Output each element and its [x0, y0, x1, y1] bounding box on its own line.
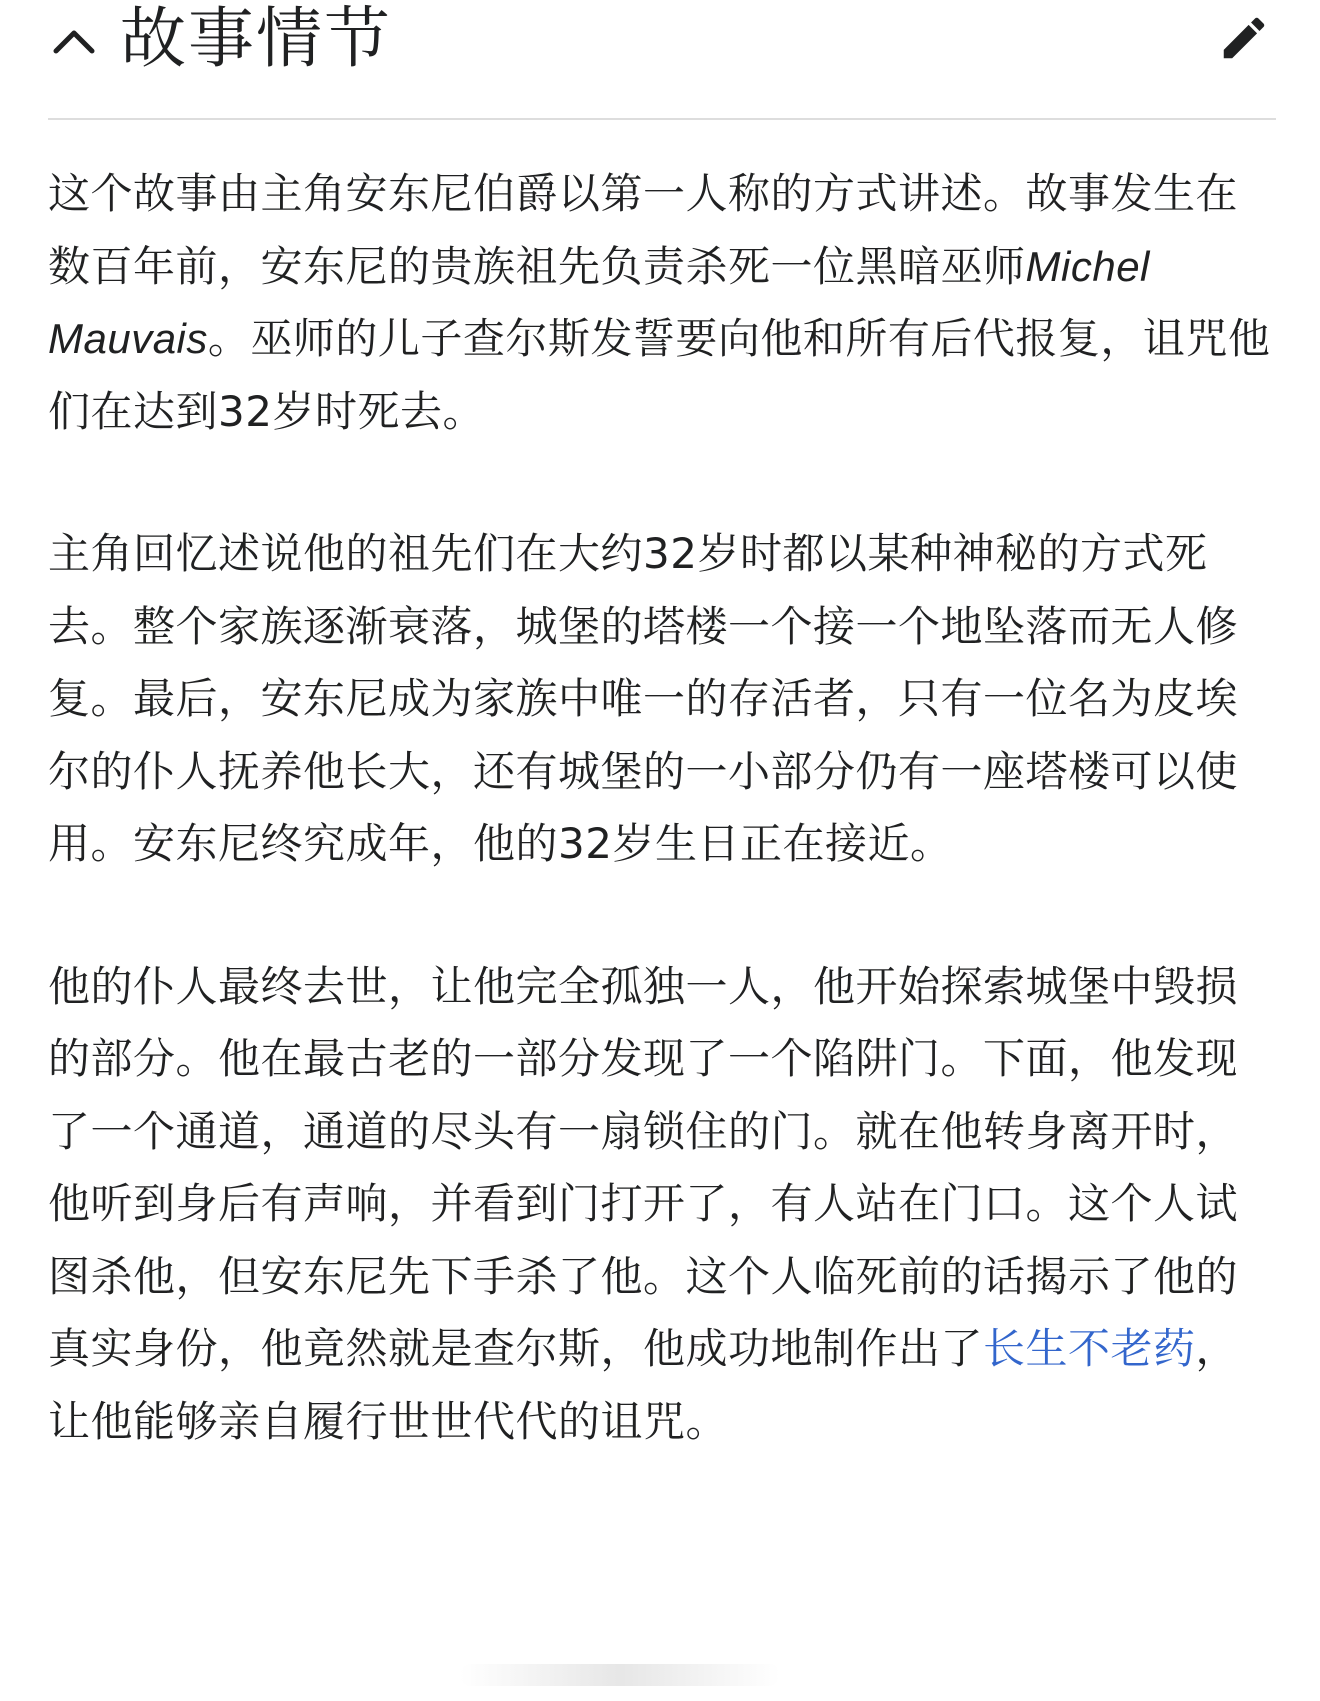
paragraph-3-text-b: ，让他能够亲自履行世世代代的诅咒。: [48, 1324, 1239, 1446]
collapse-toggle[interactable]: [48, 14, 100, 66]
section-title: 故事情节: [120, 0, 392, 77]
wizard-name: Michel Mauvais: [48, 242, 1150, 362]
paragraph-3-text-a: 他的仆人最终去世，让他完全孤独一人，他开始探索城堡中毁损的部分。他在最古老的一部分发现了一个陷阱门。下面，他发现了一个通道，通道的尽头有一扇锁住的门。就在他转身离开时，他听到身后有声响，并看到门打开了，有人站在门口。这个人试图杀他，但安东尼先下手杀了他。这个人临死前的话揭示了他的真实身份，他竟然就是查尔斯，他成功地制作出了: [48, 961, 1239, 1373]
paragraph-2: 主角回忆述说他的祖先们在大约32岁时都以某种神秘的方式死去。整个家族逐渐衰落，城堡的塔楼一个接一个地坠落而无人修复。最后，安东尼成为家族中唯一的存活者，只有一位名为皮埃尔的仆人抚养他长大，还有城堡的一小部分仍有一座塔楼可以使用。安东尼终究成年，他的32岁生日正在接近。: [48, 529, 1239, 868]
chevron-up-icon: [52, 25, 96, 55]
paragraph-3: [48, 951, 1280, 1459]
article-content: [48, 158, 1280, 1458]
paragraph-1-text-b: 。巫师的儿子查尔斯发誓要向他和所有后代报复，诅咒他们在达到32岁时死去。: [48, 314, 1271, 436]
elixir-of-life-link[interactable]: 长生不老药: [983, 1324, 1196, 1373]
paragraph-1-text-a: 这个故事由主角安东尼伯爵以第一人称的方式讲述。故事发生在数百年前，安东尼的贵族祖先负责杀死一位黑暗巫师: [48, 169, 1239, 291]
pencil-icon: [1217, 11, 1271, 65]
section-header: [48, 0, 1276, 120]
edit-section-button[interactable]: [1212, 6, 1276, 70]
bottom-fade: [460, 1664, 780, 1686]
paragraph-1: [48, 158, 1280, 448]
